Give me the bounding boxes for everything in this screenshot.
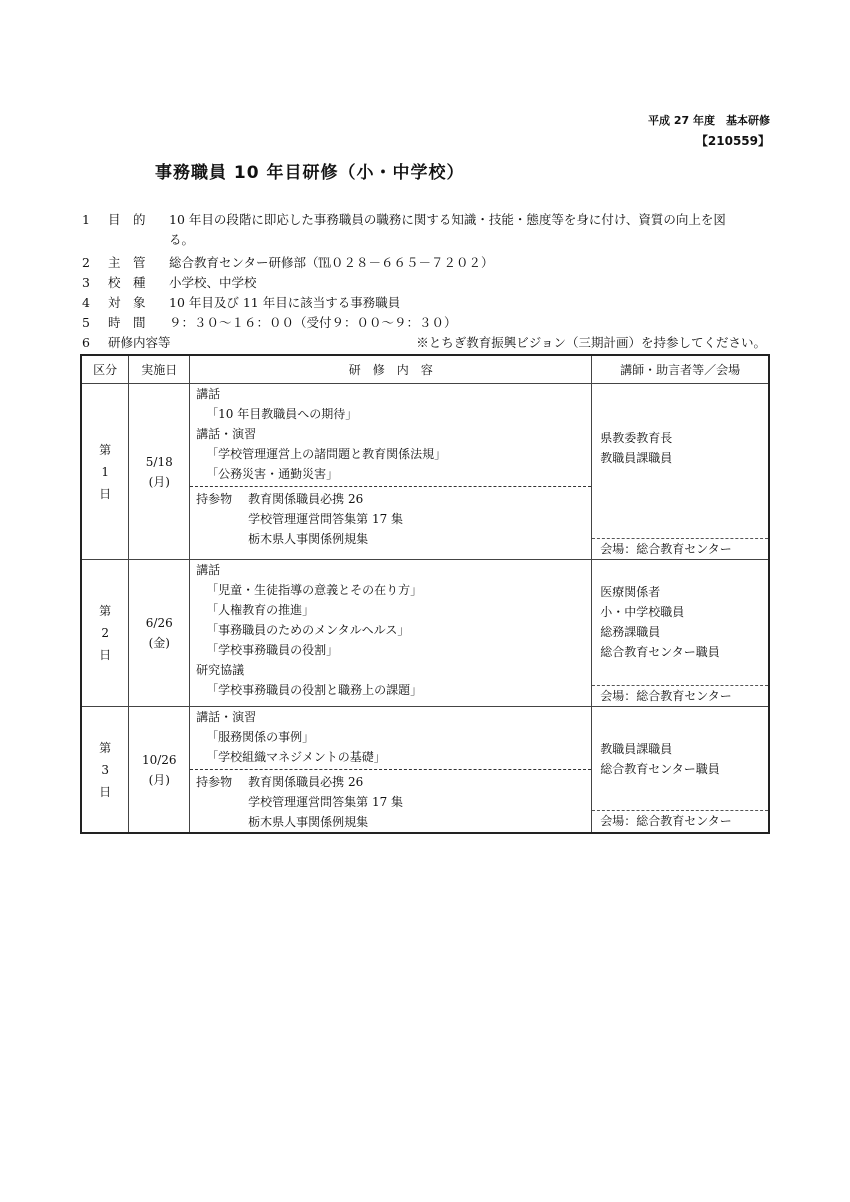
bring-item: 教育関係職員必携 26 (248, 775, 364, 789)
item-number: 6 (82, 335, 90, 350)
content-line: 「人権教育の推進」 (206, 603, 315, 617)
day-label (81, 560, 129, 707)
day-label-part: 3 (101, 762, 109, 777)
bring-key: 持参物 (196, 775, 233, 789)
staff-name: 総合教育センター職員 (600, 645, 720, 659)
divider (190, 486, 591, 487)
date-weekday: (月) (148, 474, 170, 489)
staff-name: 県教委教育長 (600, 431, 673, 445)
bring-note: ※とちぎ教育振興ビジョン（三期計画）を持参してください。 (416, 335, 766, 350)
staff-cell (592, 384, 769, 560)
content-line: 「学校管理運営上の諸問題と教育関係法規」 (206, 447, 447, 461)
header-date: 実施日 (129, 355, 190, 384)
content-line: 講話 (196, 563, 221, 577)
item-text: 総合教育センター研修部（℡０２８－６６５－７２０２） (169, 255, 494, 270)
item-label: 対 象 (108, 295, 146, 310)
content-line: 講話・演習 (196, 427, 257, 441)
session-date (129, 707, 190, 834)
content-line: 「学校組織マネジメントの基礎」 (206, 750, 386, 764)
table-header-row (81, 355, 769, 384)
header-category: 区分 (81, 355, 129, 384)
header-content: 研 修 内 容 (190, 355, 592, 384)
day-label-part: 第 (99, 442, 112, 457)
schedule-table (80, 354, 770, 834)
day-label-part: 第 (99, 740, 112, 755)
item-text: ９：３０～１６：００（受付９：００～９：３０） (169, 315, 457, 330)
date-weekday: (金) (148, 636, 170, 650)
bring-item: 栃木県人事関係例規集 (248, 532, 369, 546)
date-value: 5/18 (145, 454, 173, 469)
venue: 会場：総合教育センター (592, 538, 768, 559)
content-line: 研究協議 (196, 663, 245, 677)
session-content (190, 707, 592, 834)
item-text: 10 年目及び 11 年目に該当する事務職員 (169, 295, 401, 310)
day-label-part: 日 (99, 784, 112, 799)
bring-key: 持参物 (196, 492, 233, 506)
item-number: 3 (82, 275, 90, 290)
venue: 会場：総合教育センター (592, 810, 768, 831)
table-row (81, 707, 769, 834)
day-label-part: 日 (99, 486, 112, 501)
staff-name: 小・中学校職員 (600, 605, 685, 619)
spacer (600, 560, 768, 582)
session-date (129, 384, 190, 560)
table-row (81, 384, 769, 560)
staff-name: 総合教育センター職員 (600, 762, 720, 776)
item-text (169, 210, 769, 250)
content-line: 講話・演習 (196, 710, 257, 724)
staff-name: 教職員課職員 (600, 451, 673, 465)
bring-item: 教育関係職員必携 26 (248, 492, 364, 506)
session-content (190, 384, 592, 560)
item-text-line: る。 (169, 232, 195, 247)
staff-name: 教職員課職員 (600, 742, 673, 756)
staff-name: 医療関係者 (600, 585, 661, 599)
date-weekday: (月) (148, 772, 170, 787)
spacer (600, 707, 768, 739)
day-label-part: 日 (99, 648, 112, 662)
day-label-part: 1 (101, 464, 109, 479)
divider (190, 769, 591, 770)
content-line: 「学校事務職員の役割」 (206, 643, 339, 657)
content-line: 講話 (196, 387, 221, 401)
item-number: 1 (82, 212, 90, 227)
table-row (81, 560, 769, 707)
item-label: 校 種 (108, 275, 146, 290)
venue: 会場：総合教育センター (592, 685, 768, 706)
session-date (129, 560, 190, 707)
date-value: 10/26 (141, 752, 177, 767)
year-label: 平成 27 年度 基本研修 (648, 114, 770, 127)
bring-item: 学校管理運営問答集第 17 集 (248, 795, 404, 809)
spacer (600, 384, 768, 428)
day-label-part: 2 (101, 626, 109, 640)
item-label: 研修内容等 (108, 335, 171, 350)
day-label-part: 第 (99, 604, 112, 618)
bring-items (196, 772, 591, 792)
content-line: 「児童・生徒指導の意義とその在り方」 (206, 583, 423, 597)
bring-item: 学校管理運営問答集第 17 集 (248, 512, 404, 526)
session-content (190, 560, 592, 707)
content-line: 「事務職員のためのメンタルヘルス」 (206, 623, 410, 637)
item-label: 時 間 (108, 315, 146, 330)
staff-name: 総務課職員 (600, 625, 661, 639)
bring-items (196, 489, 591, 509)
day-label (81, 707, 129, 834)
day-label (81, 384, 129, 560)
item-label: 主 管 (108, 255, 146, 270)
item-text: 小学校、中学校 (169, 275, 257, 290)
item-number: 4 (82, 295, 90, 310)
header-staff: 講師・助言者等／会場 (592, 355, 769, 384)
item-label: 目 的 (108, 212, 146, 227)
page-title: 事務職員 10 年目研修（小・中学校） (155, 163, 465, 183)
item-number: 5 (82, 315, 90, 330)
content-line: 「服務関係の事例」 (206, 730, 315, 744)
staff-cell (592, 560, 769, 707)
item-text-line: 10 年目の段階に即応した事務職員の職務に関する知識・技能・態度等を身に付け、資質の向上を図 (169, 212, 726, 227)
document-code: 【210559】 (695, 134, 770, 148)
content-line: 「学校事務職員の役割と職務上の課題」 (206, 683, 423, 697)
content-line: 「公務災害・通勤災害」 (206, 467, 339, 481)
content-line: 「10 年目教職員への期待」 (206, 407, 358, 421)
bring-item: 栃木県人事関係例規集 (248, 815, 369, 829)
item-number: 2 (82, 255, 90, 270)
date-value: 6/26 (145, 616, 173, 630)
staff-cell (592, 707, 769, 834)
